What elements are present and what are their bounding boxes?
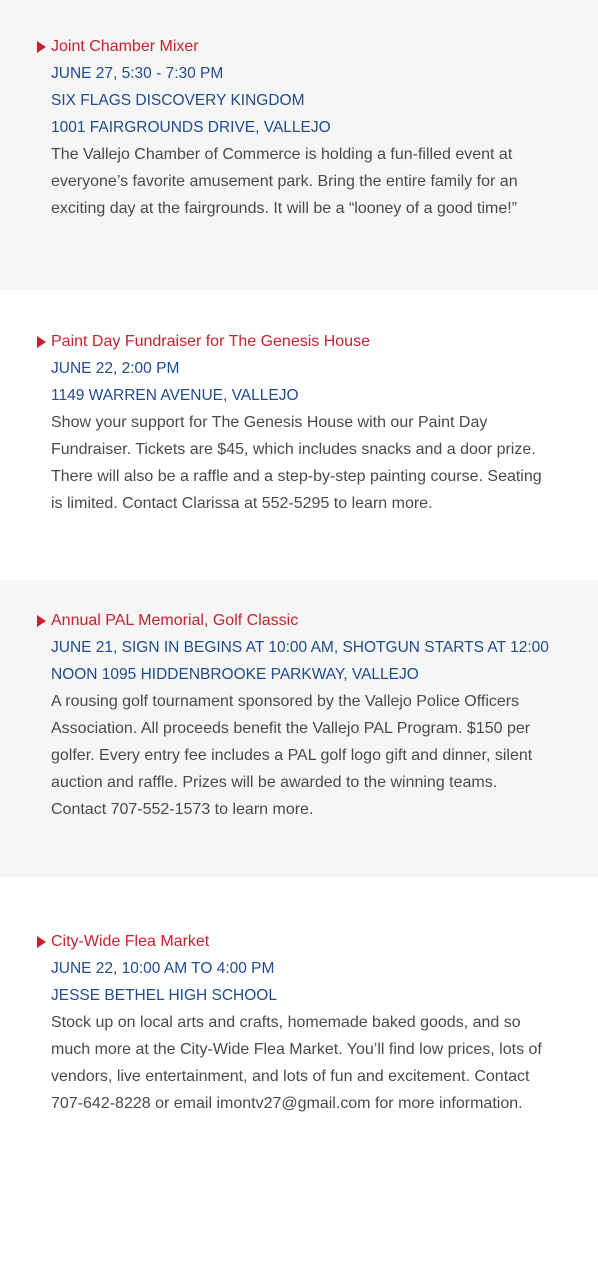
event-title[interactable] bbox=[51, 607, 554, 634]
event-card bbox=[0, 290, 598, 580]
event-card bbox=[0, 878, 598, 1264]
event-title-text[interactable]: Paint Day Fundraiser for The Genesis House bbox=[51, 333, 370, 350]
event-venue: JESSE BETHEL HIGH SCHOOL bbox=[51, 987, 277, 1004]
event-address: 1149 WARREN AVENUE, VALLEJO bbox=[51, 387, 299, 404]
event-date: JUNE 27, 5:30 - 7:30 PM bbox=[51, 65, 224, 82]
triangle-right-icon bbox=[37, 936, 46, 948]
event-description: Show your support for The Genesis House with our Paint Day Fundraiser. Tickets are $45, which includes snacks and a door prize. There will also be a raffle and a step-by-step painting course. Seating is limited. Contact Clarissa at 552-5295 to learn more. bbox=[51, 414, 542, 512]
event-title[interactable] bbox=[51, 328, 554, 355]
event-title-text[interactable]: City-Wide Flea Market bbox=[51, 933, 210, 950]
event-date: JUNE 22, 2:00 PM bbox=[51, 360, 180, 377]
event-date: JUNE 21, SIGN IN BEGINS AT 10:00 AM, SHOTGUN STARTS AT 12:00 bbox=[51, 639, 549, 656]
event-card bbox=[0, 0, 598, 290]
event-description: A rousing golf tournament sponsored by the Vallejo Police Officers Association. All proceeds benefit the Vallejo PAL Program. $150 per golfer. Every entry fee includes a PAL golf logo gift and dinner, silent auction and raffle. Prizes will be awarded to the winning teams. Contact 707-552-1573 to learn more. bbox=[51, 693, 533, 818]
triangle-right-icon bbox=[37, 615, 46, 627]
event-date: JUNE 22, 10:00 AM TO 4:00 PM bbox=[51, 960, 275, 977]
event-card bbox=[0, 580, 598, 878]
triangle-right-icon bbox=[37, 41, 46, 53]
event-title-text[interactable]: Joint Chamber Mixer bbox=[51, 38, 199, 55]
event-title-text[interactable]: Annual PAL Memorial, Golf Classic bbox=[51, 612, 299, 629]
triangle-right-icon bbox=[37, 336, 46, 348]
event-address: NOON 1095 HIDDENBROOKE PARKWAY, VALLEJO bbox=[51, 666, 419, 683]
event-title[interactable] bbox=[51, 33, 554, 60]
event-description: The Vallejo Chamber of Commerce is holding a fun-filled event at everyone’s favorite amusement park. Bring the entire family for an exciting day at the fairgrounds. It will be a “looney of a good time!” bbox=[51, 146, 518, 217]
event-description: Stock up on local arts and crafts, homemade baked goods, and so much more at the City-Wide Flea Market. You’ll find low prices, lots of vendors, live entertainment, and lots of fun and excitement. Contact 707-642-8228 or email imontv27@gmail.com for more information. bbox=[51, 1014, 542, 1112]
event-address: 1001 FAIRGROUNDS DRIVE, VALLEJO bbox=[51, 119, 331, 136]
event-venue: SIX FLAGS DISCOVERY KINGDOM bbox=[51, 92, 305, 109]
event-title[interactable] bbox=[51, 928, 554, 955]
